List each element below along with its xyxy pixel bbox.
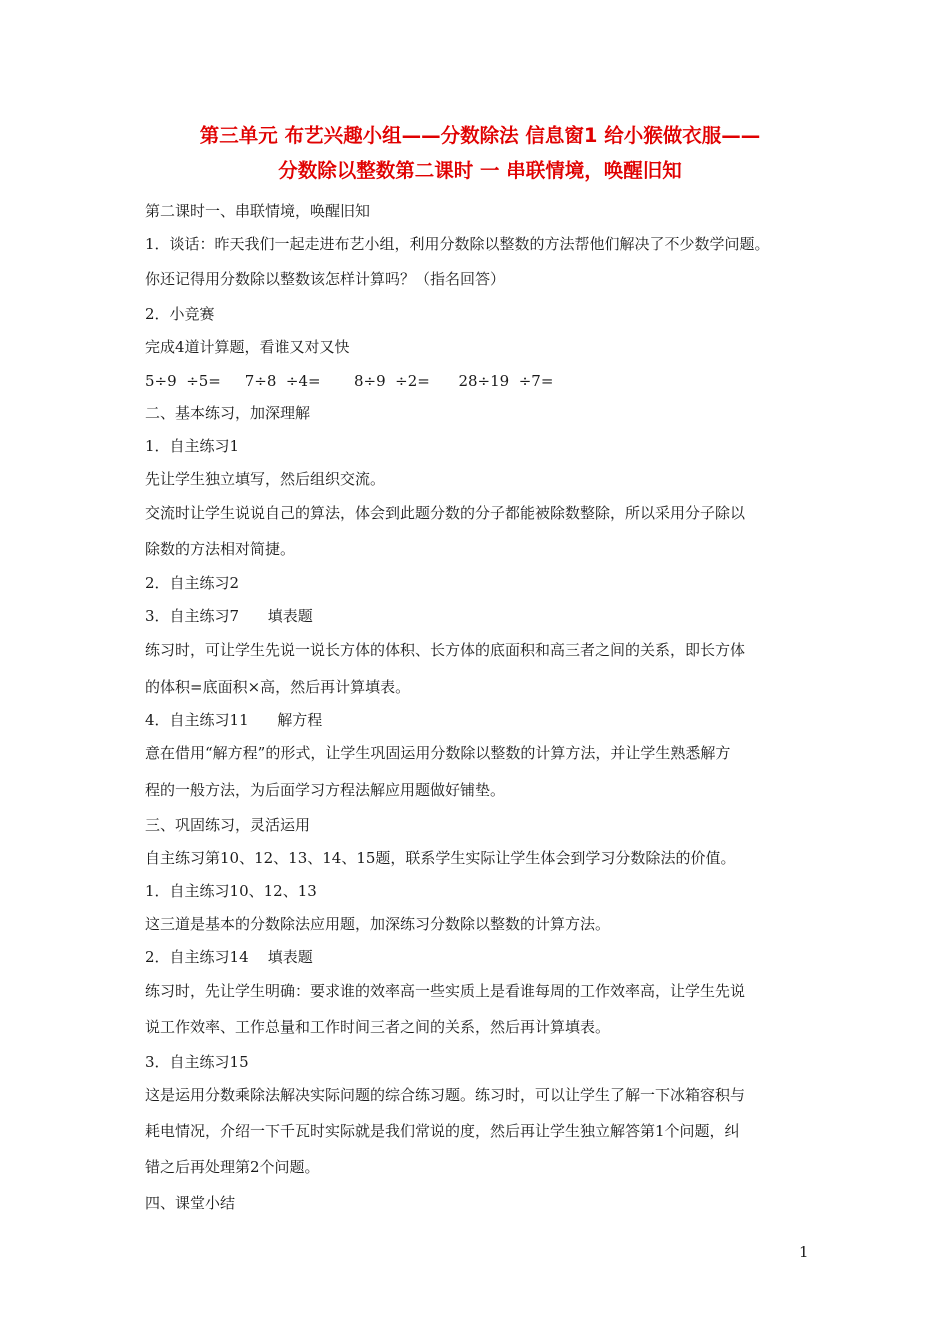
body-line: 先让学生独立填写，然后组织交流。: [145, 470, 386, 488]
document-title-line-2: 分数除以整数第二课时 一 串联情境，唤醒旧知: [278, 159, 682, 182]
body-line: 二、基本练习，加深理解: [145, 404, 311, 422]
body-line: 除数的方法相对简捷。: [145, 540, 296, 558]
page-number: 1: [799, 1243, 809, 1261]
body-line: 这三道是基本的分数除法应用题，加深练习分数除以整数的计算方法。: [145, 915, 611, 933]
body-line: 三、巩固练习，灵活运用: [145, 816, 311, 834]
body-line: 4．自主练习11 解方程: [145, 711, 323, 729]
body-line: 2．自主练习14 填表题: [145, 948, 313, 966]
body-line: 交流时让学生说说自己的算法，体会到此题分数的分子都能被除数整除，所以采用分子除以: [145, 504, 746, 522]
body-line: 2．小竞赛: [145, 305, 215, 323]
body-line: 程的一般方法，为后面学习方程法解应用题做好铺垫。: [145, 781, 506, 799]
body-line: 说工作效率、工作总量和工作时间三者之间的关系，然后再计算填表。: [145, 1018, 611, 1036]
body-line: 2．自主练习2: [145, 574, 240, 592]
body-line: 第二课时一、串联情境，唤醒旧知: [145, 202, 371, 220]
body-line: 的体积=底面积×高，然后再计算填表。: [145, 678, 411, 696]
body-line: 完成4道计算题，看谁又对又快: [145, 338, 350, 356]
body-line: 练习时，先让学生明确：要求谁的效率高一些实质上是看谁每周的工作效率高，让学生先说: [145, 982, 746, 1000]
body-line: 错之后再处理第2个问题。: [145, 1158, 320, 1176]
body-line: 5÷9 ÷5= 7÷8 ÷4= 8÷9 ÷2= 28÷19 ÷7=: [145, 372, 554, 390]
body-line: 练习时，可让学生先说一说长方体的体积、长方体的底面积和高三者之间的关系，即长方体: [145, 641, 746, 659]
body-line: 这是运用分数乘除法解决实际问题的综合练习题。练习时，可以让学生了解一下冰箱容积与: [145, 1086, 746, 1104]
document-title-line-1: 第三单元 布艺兴趣小组——分数除法 信息窗1 给小猴做衣服——: [199, 124, 761, 147]
body-line: 你还记得用分数除以整数该怎样计算吗？（指名回答）: [145, 270, 506, 288]
body-line: 自主练习第10、12、13、14、15题，联系学生实际让学生体会到学习分数除法的价值。: [145, 849, 736, 867]
body-line: 3．自主练习7 填表题: [145, 607, 313, 625]
body-line: 1．自主练习1: [145, 437, 240, 455]
body-line: 1．自主练习10、12、13: [145, 882, 317, 900]
body-line: 1．谈话：昨天我们一起走进布艺小组，利用分数除以整数的方法帮他们解决了不少数学问题。: [145, 235, 770, 253]
body-line: 耗电情况，介绍一下千瓦时实际就是我们常说的度，然后再让学生独立解答第1个问题，纠: [145, 1122, 740, 1140]
body-line: 意在借用“解方程”的形式，让学生巩固运用分数除以整数的计算方法，并让学生熟悉解方: [145, 744, 731, 762]
body-line: 3．自主练习15: [145, 1053, 249, 1071]
body-line: 四、课堂小结: [145, 1194, 236, 1212]
